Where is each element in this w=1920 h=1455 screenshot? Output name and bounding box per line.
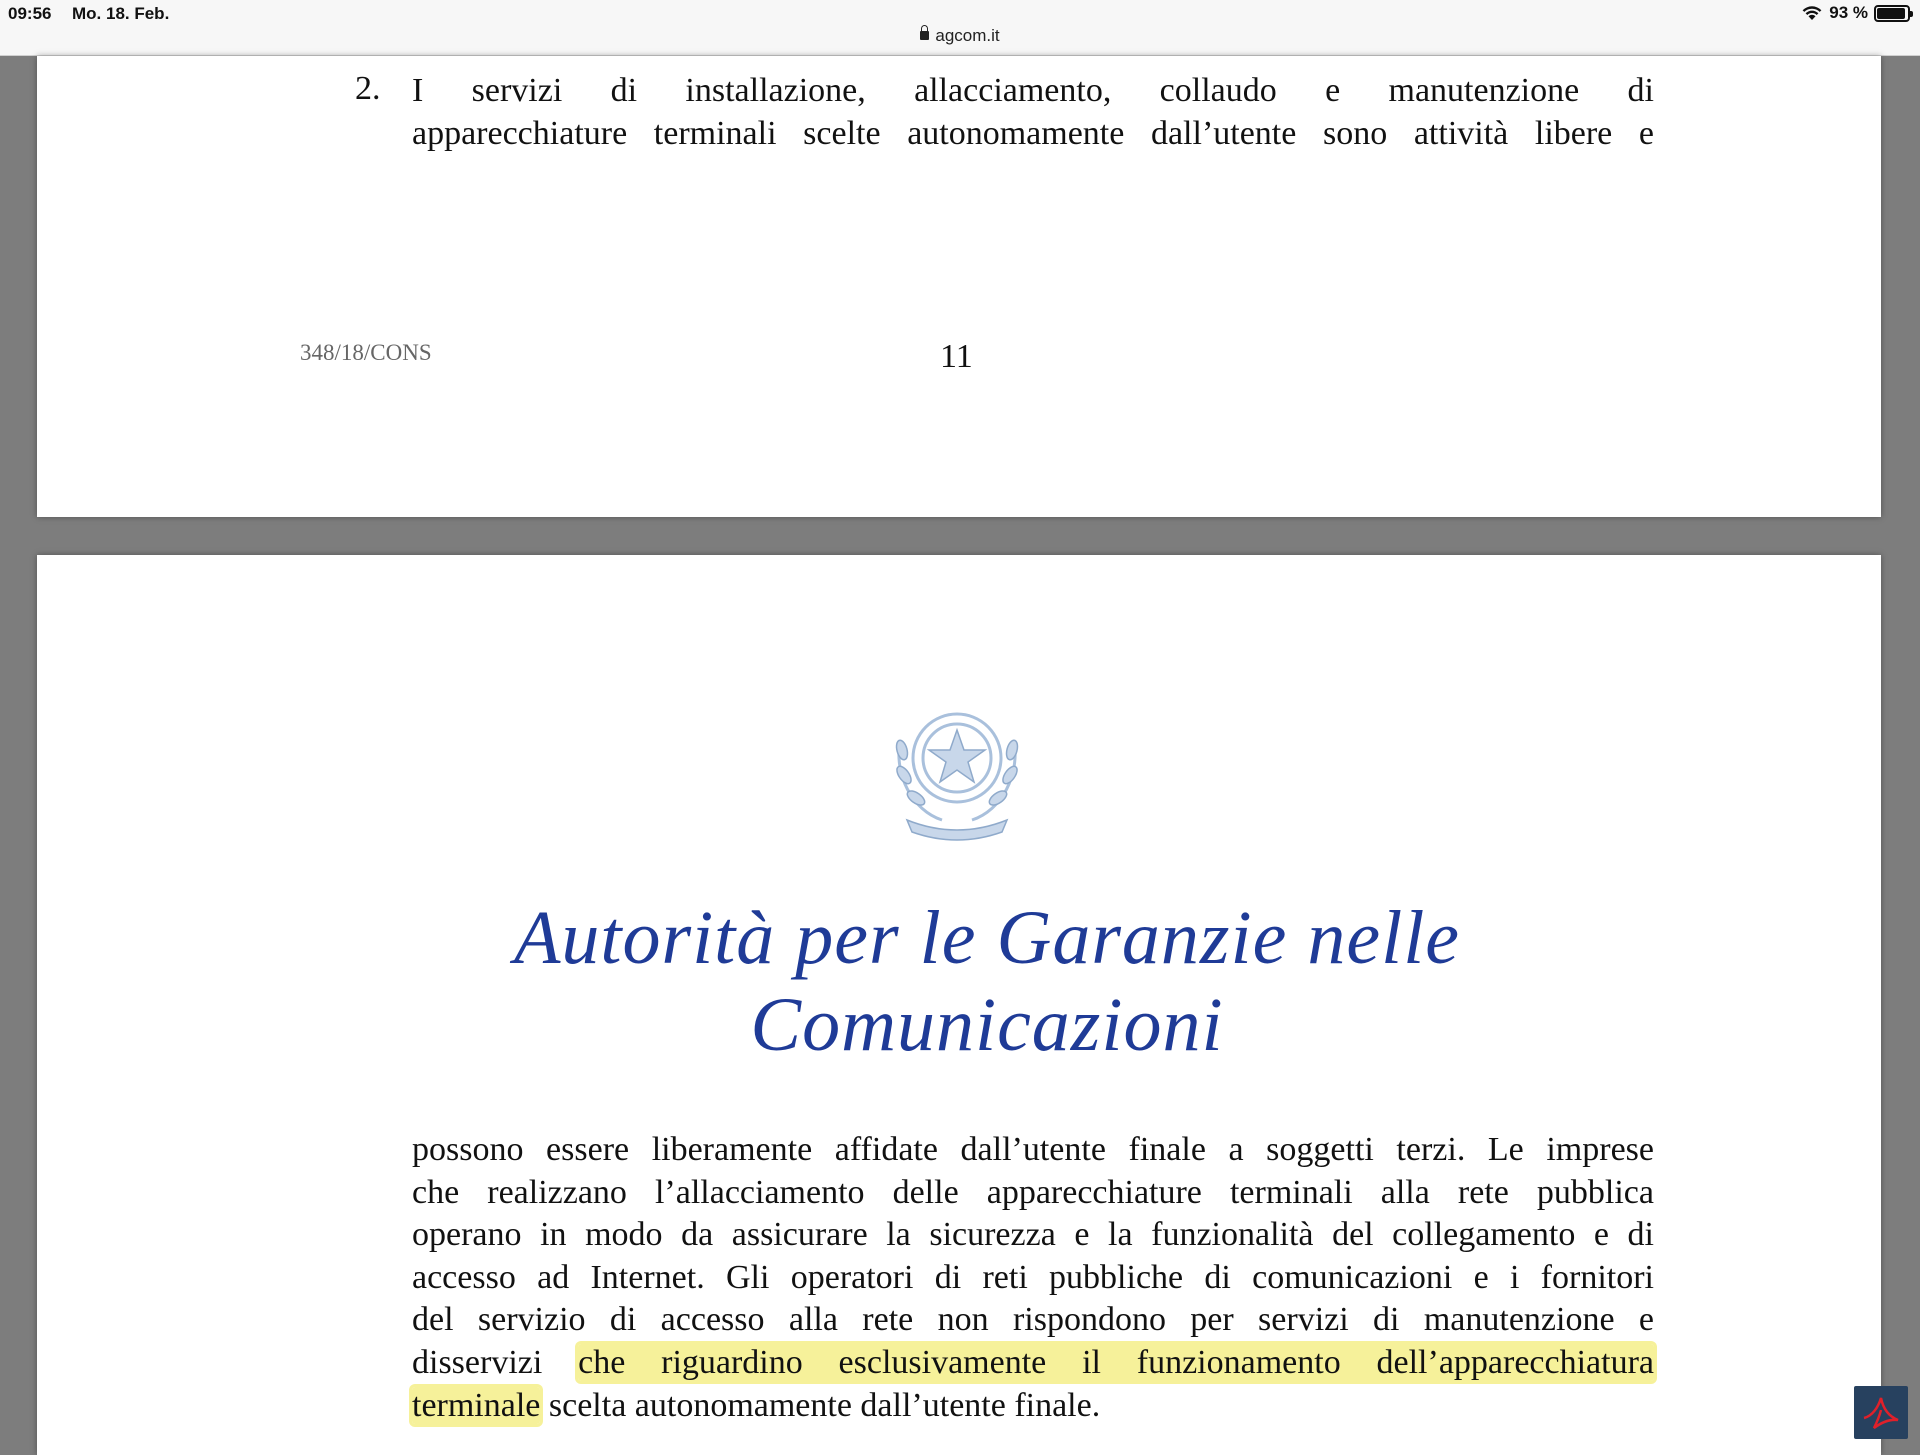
status-time: 09:56 [8,4,52,23]
list-number: 2. [355,70,381,107]
status-indicators [1801,3,1910,23]
plain-text: disservizi [412,1343,579,1381]
battery-percent: 93 % [1829,3,1868,22]
page-number: 11 [940,338,973,375]
authority-header: Autorità per le Garanzie nelle Comunicazioni [513,896,1461,1067]
paragraph-line: del servizio di accesso alla rete non rispondono per servizi di manutenzione e [412,1301,1654,1339]
status-bar [0,0,1920,56]
url-domain[interactable]: agcom.it [935,26,1000,45]
paragraph-line [412,1385,1654,1428]
status-date: Mo. 18. Feb. [72,4,170,23]
paragraph-line: possono essere liberamente affidate dall’utente finale a soggetti terzi. Le imprese [412,1131,1654,1168]
pdf-page-12 [37,555,1881,1455]
document-reference: 348/18/CONS [300,340,432,365]
paragraph-line: accesso ad Internet. Gli operatori di reti pubbliche di comunicazioni e i fornitori [412,1258,1654,1296]
plain-text: scelta autonomamente dall’utente finale. [540,1386,1101,1424]
highlighted-text[interactable]: che riguardino esclusivamente il funzionamento dell’apparecchiatura [578,1343,1654,1381]
url-bar[interactable] [0,26,1920,46]
paragraph-line: apparecchiature terminali scelte autonomamente dall’utente sono attività libere e [412,114,1654,152]
lock-icon [920,31,929,40]
battery-icon [1874,5,1910,22]
paragraph-continued [412,1129,1654,1427]
wifi-icon [1801,5,1823,21]
paragraph-line: I servizi di installazione, allacciamento, collaudo e manutenzione di [412,72,1654,109]
paragraph-item-2 [412,70,1654,155]
pdf-page-11 [37,56,1881,517]
paragraph-line: operano in modo da assicurare la sicurezza e la funzionalità del collegamento e di [412,1216,1654,1254]
emblem-icon [882,680,1032,845]
highlighted-text[interactable]: terminale [412,1386,541,1424]
paragraph-line: che realizzano l’allacciamento delle apparecchiature terminali alla rete pubblica [412,1173,1654,1211]
acrobat-icon[interactable] [1854,1386,1908,1439]
paragraph-line [412,1342,1654,1385]
